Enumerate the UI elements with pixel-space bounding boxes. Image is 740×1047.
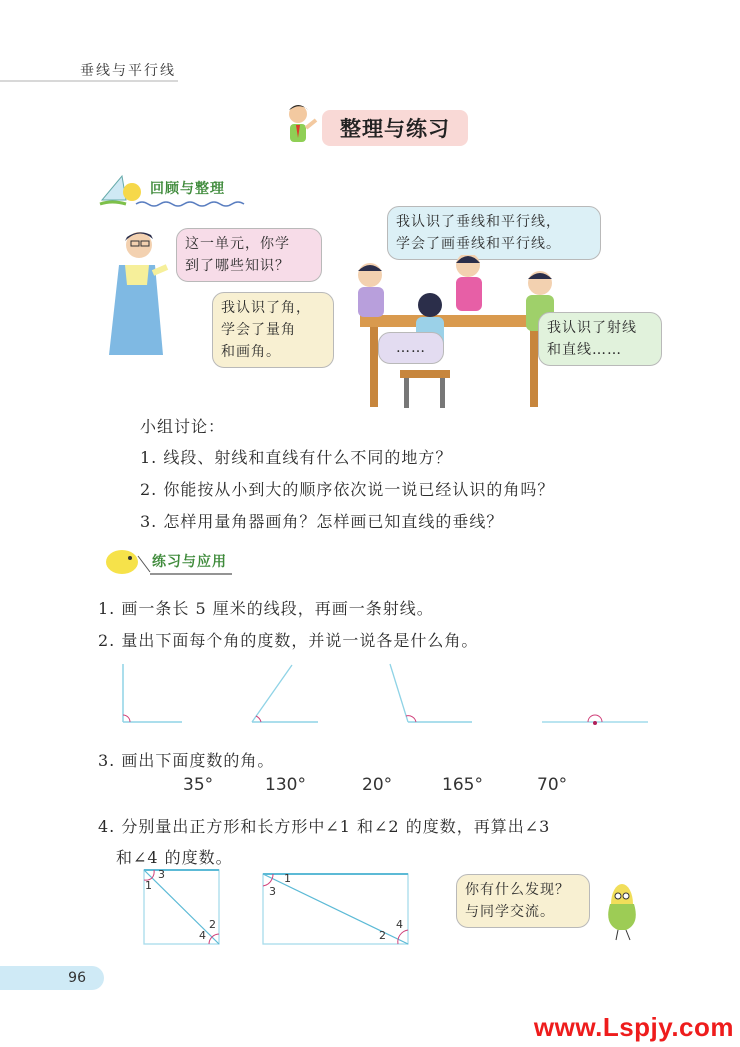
degree-35: 35° — [183, 775, 214, 795]
girl-left-speech-bubble — [212, 292, 334, 368]
discussion-question-3: 3. 怎样用量角器画角？怎样画已知直线的垂线？ — [140, 512, 504, 531]
acute-angle-figure — [252, 665, 318, 722]
square-figure — [144, 870, 219, 944]
exercise-3: 3. 画出下面度数的角。 — [98, 751, 275, 770]
degree-165: 165° — [442, 775, 483, 795]
exercise-2: 2. 量出下面每个角的度数，并说一说各是什么角。 — [98, 631, 479, 650]
square-angle-label-1: 1 — [145, 879, 152, 892]
teacher-speech-bubble — [176, 228, 322, 282]
rectangle-angle-label-1: 1 — [284, 872, 291, 885]
degree-130: 130° — [265, 775, 306, 795]
exercise-4-line2: 和∠4 的度数。 — [116, 848, 233, 867]
chapter-title: 垂线与平行线 — [80, 63, 176, 79]
students-at-table-illustration — [330, 255, 570, 415]
boy-right-speech-bubble — [538, 312, 662, 366]
boy-right-bubble-line2: 和直线…… — [547, 342, 622, 358]
corn-bubble-line2: 与同学交流。 — [465, 904, 555, 920]
boy-front-speech-bubble — [378, 332, 444, 364]
girl-top-bubble-line1: 我认识了垂线和平行线， — [396, 214, 561, 230]
girl-left-bubble-line3: 和画角。 — [221, 344, 281, 360]
boy-right-bubble-line1: 我认识了射线 — [547, 320, 637, 336]
review-section-heading: 回顾与整理 — [150, 181, 225, 197]
discussion-question-2: 2. 你能按从小到大的顺序依次说一说已经认识的角吗？ — [140, 480, 555, 499]
exercise-1: 1. 画一条长 5 厘米的线段，再画一条射线。 — [98, 599, 434, 618]
girl-top-speech-bubble — [387, 206, 601, 260]
girl-left-bubble-line2: 学会了量角 — [221, 322, 296, 338]
corn-bubble-line1: 你有什么发现？ — [465, 882, 570, 898]
obtuse-angle-figure — [390, 664, 472, 722]
teacher-bubble-line1: 这一单元，你学 — [185, 236, 290, 252]
site-watermark: www.Lspjy.com — [533, 1012, 734, 1042]
angle-figures — [100, 660, 660, 730]
discussion-label: 小组讨论： — [140, 417, 226, 436]
degree-20: 20° — [362, 775, 393, 795]
rectangle-angle-label-3: 3 — [269, 885, 276, 898]
corn-mascot-illustration — [598, 874, 648, 942]
boy-pointing-illustration — [282, 100, 322, 150]
square-angle-label-3: 3 — [158, 868, 165, 881]
lesson-title: 整理与练习 — [322, 110, 468, 146]
teacher-bubble-line2: 到了哪些知识？ — [185, 258, 290, 274]
square-rectangle-figures — [140, 866, 420, 948]
practice-section-heading: 练习与应用 — [152, 554, 227, 570]
rectangle-angle-label-4: 4 — [396, 918, 403, 931]
teacher-illustration — [95, 225, 175, 360]
page-number: 96 — [0, 966, 104, 990]
exercise-4-line1: 4. 分别量出正方形和长方形中∠1 和∠2 的度数，再算出∠3 — [98, 817, 551, 836]
rectangle-angle-label-2: 2 — [379, 929, 386, 942]
straight-angle-figure — [542, 715, 648, 725]
degree-70: 70° — [537, 775, 568, 795]
square-angle-label-4: 4 — [199, 929, 206, 942]
square-angle-label-2: 2 — [209, 918, 216, 931]
corn-speech-bubble — [456, 874, 590, 928]
girl-left-bubble-line1: 我认识了角， — [221, 300, 311, 316]
header-divider — [0, 80, 178, 82]
boy-front-bubble-text: …… — [396, 340, 426, 356]
discussion-question-1: 1. 线段、射线和直线有什么不同的地方？ — [140, 448, 453, 467]
girl-top-bubble-line2: 学会了画垂线和平行线。 — [396, 236, 561, 252]
right-angle-figure — [123, 664, 182, 722]
